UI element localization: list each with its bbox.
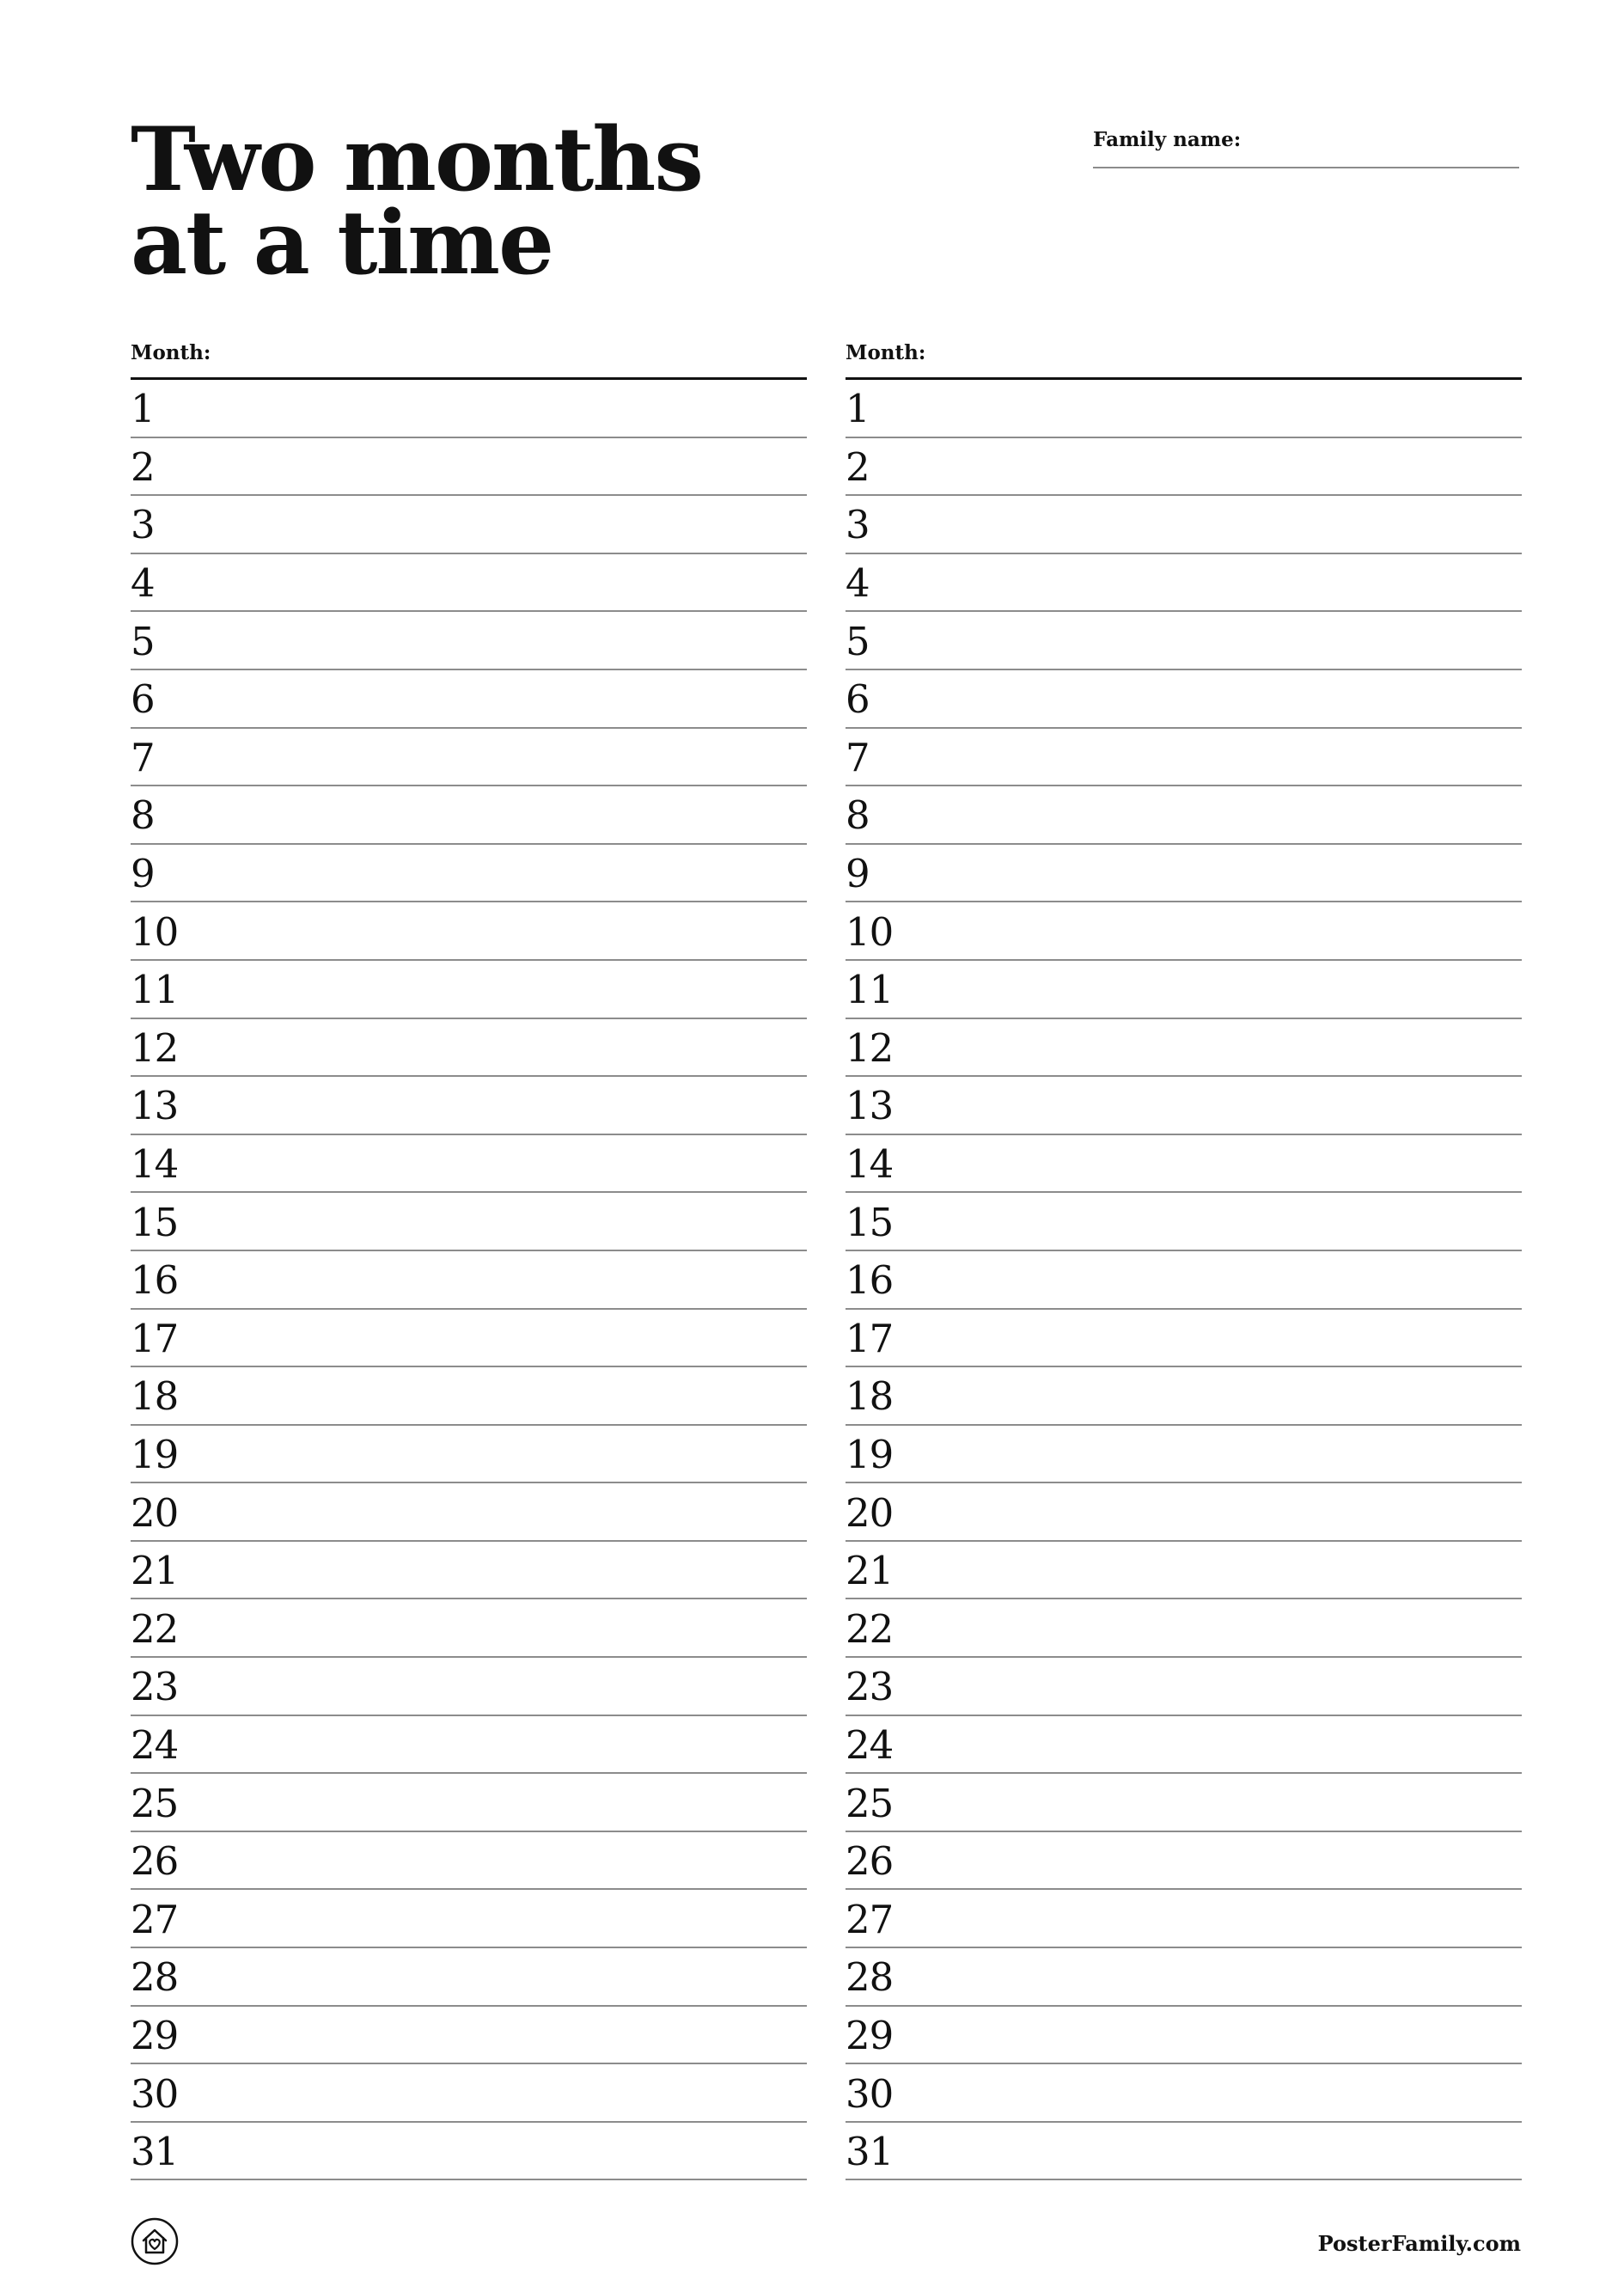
day-row[interactable] [846,1599,1522,1658]
day-number: 28 [131,1954,179,2001]
day-number: 7 [131,734,155,780]
day-row[interactable] [846,1193,1522,1251]
day-row[interactable] [846,1019,1522,1078]
day-number: 1 [846,386,870,432]
day-row[interactable] [131,1251,807,1310]
day-list [846,380,1522,2180]
day-number: 16 [131,1257,179,1304]
day-number: 20 [131,1489,179,1536]
day-row[interactable] [131,729,807,787]
day-number: 22 [846,1605,894,1652]
day-row[interactable] [846,1890,1522,1948]
month-column-1 [131,342,807,2180]
day-row[interactable] [131,1542,807,1600]
day-number: 7 [846,734,870,780]
day-row[interactable] [846,1832,1522,1891]
day-row[interactable] [131,1774,807,1832]
day-number: 12 [131,1024,179,1071]
day-number: 13 [131,1083,179,1129]
day-number: 3 [846,502,870,548]
day-row[interactable] [131,612,807,670]
day-number: 30 [846,2070,894,2117]
day-number: 23 [131,1664,179,1710]
day-row[interactable] [131,438,807,497]
day-row[interactable] [846,729,1522,787]
day-row[interactable] [846,902,1522,961]
day-row[interactable] [131,496,807,554]
day-row[interactable] [131,2123,807,2181]
day-row[interactable] [846,1251,1522,1310]
day-number: 31 [131,2129,179,2175]
day-row[interactable] [131,1019,807,1078]
day-number: 25 [846,1780,894,1826]
day-number: 5 [131,618,155,664]
month-field[interactable] [846,342,1522,380]
day-row[interactable] [131,1367,807,1426]
day-row[interactable] [131,845,807,903]
day-row[interactable] [846,612,1522,670]
day-row[interactable] [846,1774,1522,1832]
day-number: 15 [131,1199,179,1245]
day-row[interactable] [131,1077,807,1135]
day-row[interactable] [846,496,1522,554]
day-list [131,380,807,2180]
day-number: 6 [846,676,870,723]
day-row[interactable] [131,380,807,438]
day-number: 26 [846,1838,894,1885]
day-number: 19 [131,1431,179,1477]
day-number: 13 [846,1083,894,1129]
day-row[interactable] [131,554,807,613]
day-number: 22 [131,1605,179,1652]
day-number: 30 [131,2070,179,2117]
day-row[interactable] [846,1542,1522,1600]
day-number: 16 [846,1257,894,1304]
day-number: 3 [131,502,155,548]
day-row[interactable] [846,786,1522,845]
day-row[interactable] [131,2007,807,2065]
day-number: 2 [131,443,155,490]
day-number: 28 [846,1954,894,2001]
day-row[interactable] [846,961,1522,1019]
day-row[interactable] [131,1658,807,1716]
day-row[interactable] [131,1890,807,1948]
day-number: 1 [131,386,155,432]
day-row[interactable] [846,2007,1522,2065]
day-row[interactable] [131,670,807,729]
day-number: 26 [131,1838,179,1885]
page-title [131,108,702,295]
day-row[interactable] [846,1948,1522,2007]
day-number: 17 [131,1315,179,1361]
day-number: 11 [131,967,179,1013]
month-column-2 [846,342,1522,2180]
day-row[interactable] [131,1832,807,1891]
day-row[interactable] [846,670,1522,729]
day-row[interactable] [846,438,1522,497]
day-row[interactable] [131,1310,807,1368]
day-row[interactable] [131,1599,807,1658]
day-row[interactable] [131,902,807,961]
day-number: 17 [846,1315,894,1361]
day-row[interactable] [846,1077,1522,1135]
day-number: 4 [131,560,155,607]
day-number: 10 [131,908,179,955]
day-number: 24 [131,1721,179,1768]
day-number: 4 [846,560,870,607]
day-number: 27 [131,1896,179,1942]
day-number: 12 [846,1024,894,1071]
day-number: 29 [131,2012,179,2058]
house-heart-icon [131,2217,179,2265]
day-row[interactable] [131,786,807,845]
day-row[interactable] [846,1658,1522,1716]
day-number: 20 [846,1489,894,1536]
day-number: 24 [846,1721,894,1768]
day-number: 15 [846,1199,894,1245]
day-number: 9 [131,851,155,897]
day-number: 9 [846,851,870,897]
day-row[interactable] [131,1426,807,1484]
day-number: 11 [846,967,894,1013]
day-row[interactable] [846,554,1522,613]
family-name-field[interactable] [1093,129,1519,168]
site-url: PosterFamily.com [1317,2231,1521,2256]
day-row[interactable] [846,1426,1522,1484]
day-number: 8 [846,792,870,839]
day-row[interactable] [846,1367,1522,1426]
day-row[interactable] [131,961,807,1019]
title-line-2: at a time [131,192,553,295]
month-label: Month: [846,341,926,364]
day-row[interactable] [846,1483,1522,1542]
day-row[interactable] [846,1135,1522,1194]
day-number: 18 [131,1373,179,1420]
family-name-label: Family name: [1093,128,1242,151]
day-number: 18 [846,1373,894,1420]
day-row[interactable] [846,1310,1522,1368]
day-number: 14 [131,1141,179,1188]
day-row[interactable] [131,1948,807,2007]
day-number: 8 [131,792,155,839]
month-field[interactable] [131,342,807,380]
day-row[interactable] [131,1135,807,1194]
day-row[interactable] [131,2064,807,2123]
day-number: 5 [846,618,870,664]
day-number: 10 [846,908,894,955]
day-row[interactable] [846,2064,1522,2123]
day-row[interactable] [846,2123,1522,2181]
day-number: 23 [846,1664,894,1710]
day-number: 25 [131,1780,179,1826]
day-row[interactable] [131,1193,807,1251]
title-line-1: Two months [131,108,702,211]
day-row[interactable] [846,1716,1522,1775]
day-number: 27 [846,1896,894,1942]
day-number: 2 [846,443,870,490]
day-number: 21 [846,1548,894,1594]
day-number: 31 [846,2129,894,2175]
day-number: 14 [846,1141,894,1188]
day-number: 6 [131,676,155,723]
day-row[interactable] [131,1716,807,1775]
day-row[interactable] [846,380,1522,438]
day-row[interactable] [131,1483,807,1542]
month-label: Month: [131,341,211,364]
day-number: 29 [846,2012,894,2058]
day-number: 21 [131,1548,179,1594]
day-number: 19 [846,1431,894,1477]
day-row[interactable] [846,845,1522,903]
